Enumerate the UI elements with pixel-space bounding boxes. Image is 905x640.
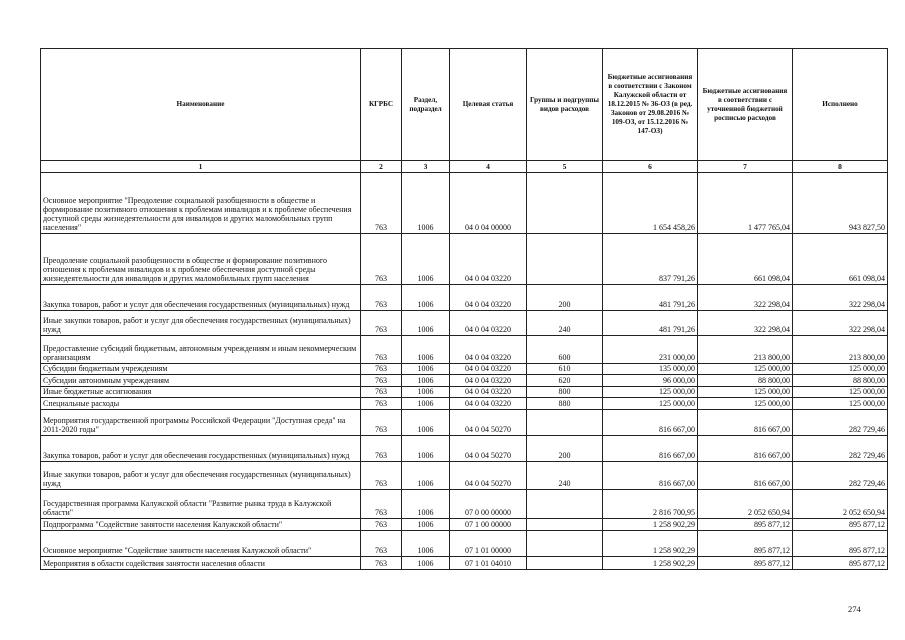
table-row: [41, 409, 888, 435]
row-section: 1006: [402, 386, 450, 398]
row-law-amount: 231 000,00: [603, 336, 698, 363]
row-kgrbs: 763: [361, 363, 402, 375]
row-executed-amount: 125 000,00: [793, 386, 888, 398]
row-kgrbs: 763: [361, 375, 402, 387]
row-section: 1006: [402, 435, 450, 461]
row-kgrbs: 763: [361, 435, 402, 461]
row-group: 880: [527, 398, 603, 410]
row-name: Иные закупки товаров, работ и услуг для обеспечения государственных (муниципальных) нужд: [41, 311, 361, 336]
row-law-amount: 816 667,00: [603, 435, 698, 461]
row-kgrbs: 763: [361, 336, 402, 363]
row-refined-amount: 895 877,12: [698, 531, 793, 557]
row-name: Мероприятия в области содействия занятости населения области: [41, 557, 361, 570]
row-name: Основное мероприятие "Преодоление социальной разобщенности в обществе и формирование позитивного отношения к проблемам инвалидов и к проблеме обеспечения доступной среды жизнедеятельности для инвалидов и других маломобильных групп населения": [41, 173, 361, 234]
row-section: 1006: [402, 285, 450, 311]
row-target: 04 0 04 03220: [450, 398, 527, 410]
row-target: 04 0 04 03220: [450, 375, 527, 387]
row-group: [527, 490, 603, 518]
row-kgrbs: 763: [361, 409, 402, 435]
row-refined-amount: 895 877,12: [698, 557, 793, 570]
table-row: [41, 435, 888, 461]
row-refined-amount: 322 298,04: [698, 311, 793, 336]
table-row: [41, 363, 888, 375]
row-group: [527, 233, 603, 284]
row-law-amount: 816 667,00: [603, 462, 698, 490]
row-name: Мероприятия государственной программы Российской Федерации "Доступная среда" на 2011-2020 годы": [41, 409, 361, 435]
row-refined-amount: 125 000,00: [698, 386, 793, 398]
table-row: [41, 386, 888, 398]
table-row: [41, 518, 888, 531]
row-group: 610: [527, 363, 603, 375]
column-number: 3: [402, 161, 450, 173]
table-row: [41, 375, 888, 387]
row-refined-amount: 1 477 765,04: [698, 173, 793, 234]
column-number: 5: [527, 161, 603, 173]
table-row: [41, 233, 888, 284]
row-law-amount: 135 000,00: [603, 363, 698, 375]
row-refined-amount: 125 000,00: [698, 363, 793, 375]
row-kgrbs: 763: [361, 386, 402, 398]
row-target: 04 0 04 50270: [450, 409, 527, 435]
row-target: 04 0 04 03220: [450, 363, 527, 375]
row-target: 07 1 01 04010: [450, 557, 527, 570]
row-law-amount: 125 000,00: [603, 386, 698, 398]
row-executed-amount: 661 098,04: [793, 233, 888, 284]
row-section: 1006: [402, 518, 450, 531]
budget-table: [40, 48, 888, 570]
row-refined-amount: 816 667,00: [698, 409, 793, 435]
row-executed-amount: 282 729,46: [793, 462, 888, 490]
row-executed-amount: 322 298,04: [793, 285, 888, 311]
row-name: Основное мероприятие "Содействие занятости населения Калужской области": [41, 531, 361, 557]
row-name: Преодоление социальной разобщенности в обществе и формирование позитивного отношения к проблемам инвалидов и к проблеме обеспечения доступной среды жизнедеятельности для инвалидов и других маломобильных групп населения: [41, 233, 361, 284]
row-law-amount: 2 816 700,95: [603, 490, 698, 518]
row-executed-amount: 125 000,00: [793, 398, 888, 410]
header-section: Раздел, подраздел: [402, 49, 450, 161]
row-target: 04 0 04 50270: [450, 462, 527, 490]
row-target: 04 0 04 00000: [450, 173, 527, 234]
row-name: Подпрограмма "Содействие занятости населения Калужской области": [41, 518, 361, 531]
row-section: 1006: [402, 311, 450, 336]
table-row: [41, 490, 888, 518]
row-law-amount: 816 667,00: [603, 409, 698, 435]
header-allocations-law: Бюджетные ассигнования в соответствии с Законом Калужской области от 18.12.2015 № 36-ОЗ (в ред. Законов от 29.08.2016 № 109-ОЗ, от 15.12.2016 № 147-ОЗ): [603, 49, 698, 161]
column-number-row: [41, 161, 888, 173]
row-executed-amount: 88 800,00: [793, 375, 888, 387]
row-section: 1006: [402, 375, 450, 387]
header-name: Наименование: [41, 49, 361, 161]
row-law-amount: 1 258 902,29: [603, 531, 698, 557]
row-target: 07 0 00 00000: [450, 490, 527, 518]
row-executed-amount: 322 298,04: [793, 311, 888, 336]
row-executed-amount: 943 827,50: [793, 173, 888, 234]
row-law-amount: 1 258 902,29: [603, 518, 698, 531]
column-number: 6: [603, 161, 698, 173]
row-target: 04 0 04 50270: [450, 435, 527, 461]
row-section: 1006: [402, 336, 450, 363]
column-number: 7: [698, 161, 793, 173]
header-allocations-refined: Бюджетные ассигнования в соответствии с уточненной бюджетной росписью расходов: [698, 49, 793, 161]
row-executed-amount: 282 729,46: [793, 409, 888, 435]
row-section: 1006: [402, 462, 450, 490]
row-group: [527, 409, 603, 435]
row-target: 04 0 04 03220: [450, 311, 527, 336]
row-executed-amount: 125 000,00: [793, 363, 888, 375]
column-number: 2: [361, 161, 402, 173]
page-number: 274: [848, 604, 861, 614]
row-kgrbs: 763: [361, 311, 402, 336]
header-target: Целевая статья: [450, 49, 527, 161]
header-executed: Исполнено: [793, 49, 888, 161]
row-law-amount: 837 791,26: [603, 233, 698, 284]
row-name: Иные закупки товаров, работ и услуг для обеспечения государственных (муниципальных) нужд: [41, 462, 361, 490]
row-target: 07 1 01 00000: [450, 531, 527, 557]
header-row: [41, 49, 888, 161]
row-refined-amount: 322 298,04: [698, 285, 793, 311]
row-name: Субсидии бюджетным учреждениям: [41, 363, 361, 375]
row-executed-amount: 282 729,46: [793, 435, 888, 461]
table-row: [41, 398, 888, 410]
row-refined-amount: 125 000,00: [698, 398, 793, 410]
table-row: [41, 336, 888, 363]
row-executed-amount: 895 877,12: [793, 531, 888, 557]
row-name: Предоставление субсидий бюджетным, автономным учреждениям и иным некоммерческим организациям: [41, 336, 361, 363]
row-refined-amount: 895 877,12: [698, 518, 793, 531]
row-name: Специальные расходы: [41, 398, 361, 410]
row-group: 800: [527, 386, 603, 398]
row-executed-amount: 213 800,00: [793, 336, 888, 363]
row-refined-amount: 213 800,00: [698, 336, 793, 363]
row-executed-amount: 2 052 650,94: [793, 490, 888, 518]
row-law-amount: 481 791,26: [603, 311, 698, 336]
row-name: Закупка товаров, работ и услуг для обеспечения государственных (муниципальных) нужд: [41, 435, 361, 461]
row-section: 1006: [402, 363, 450, 375]
row-section: 1006: [402, 557, 450, 570]
row-target: 04 0 04 03220: [450, 233, 527, 284]
row-kgrbs: 763: [361, 557, 402, 570]
column-number: 8: [793, 161, 888, 173]
row-kgrbs: 763: [361, 531, 402, 557]
row-section: 1006: [402, 173, 450, 234]
row-section: 1006: [402, 233, 450, 284]
row-name: Иные бюджетные ассигнования: [41, 386, 361, 398]
row-group: 620: [527, 375, 603, 387]
row-kgrbs: 763: [361, 233, 402, 284]
header-groups: Группы и подгруппы видов расходов: [527, 49, 603, 161]
row-name: Субсидии автономным учреждениям: [41, 375, 361, 387]
row-refined-amount: 88 800,00: [698, 375, 793, 387]
row-target: 04 0 04 03220: [450, 285, 527, 311]
row-group: 240: [527, 462, 603, 490]
row-group: 200: [527, 285, 603, 311]
row-section: 1006: [402, 531, 450, 557]
row-group: 600: [527, 336, 603, 363]
row-target: 04 0 04 03220: [450, 386, 527, 398]
row-executed-amount: 895 877,12: [793, 518, 888, 531]
row-target: 07 1 00 00000: [450, 518, 527, 531]
column-number: 4: [450, 161, 527, 173]
row-group: [527, 518, 603, 531]
table-row: [41, 173, 888, 234]
row-section: 1006: [402, 409, 450, 435]
row-kgrbs: 763: [361, 518, 402, 531]
row-refined-amount: 2 052 650,94: [698, 490, 793, 518]
table-row: [41, 531, 888, 557]
column-number: 1: [41, 161, 361, 173]
row-refined-amount: 816 667,00: [698, 462, 793, 490]
row-law-amount: 125 000,00: [603, 398, 698, 410]
row-name: Закупка товаров, работ и услуг для обеспечения государственных (муниципальных) нужд: [41, 285, 361, 311]
row-kgrbs: 763: [361, 285, 402, 311]
table-row: [41, 285, 888, 311]
row-refined-amount: 816 667,00: [698, 435, 793, 461]
row-law-amount: 481 791,26: [603, 285, 698, 311]
row-group: [527, 557, 603, 570]
table-row: [41, 557, 888, 570]
row-group: [527, 531, 603, 557]
row-group: 200: [527, 435, 603, 461]
row-kgrbs: 763: [361, 173, 402, 234]
header-kgrbs: КГРБС: [361, 49, 402, 161]
table-row: [41, 311, 888, 336]
row-name: Государственная программа Калужской области "Развитие рынка труда в Калужской области": [41, 490, 361, 518]
row-kgrbs: 763: [361, 462, 402, 490]
row-group: [527, 173, 603, 234]
row-executed-amount: 895 877,12: [793, 557, 888, 570]
row-section: 1006: [402, 490, 450, 518]
row-group: 240: [527, 311, 603, 336]
row-law-amount: 1 258 902,29: [603, 557, 698, 570]
row-law-amount: 1 654 458,26: [603, 173, 698, 234]
row-kgrbs: 763: [361, 398, 402, 410]
row-kgrbs: 763: [361, 490, 402, 518]
row-law-amount: 96 000,00: [603, 375, 698, 387]
table-row: [41, 462, 888, 490]
row-target: 04 0 04 03220: [450, 336, 527, 363]
row-section: 1006: [402, 398, 450, 410]
row-refined-amount: 661 098,04: [698, 233, 793, 284]
